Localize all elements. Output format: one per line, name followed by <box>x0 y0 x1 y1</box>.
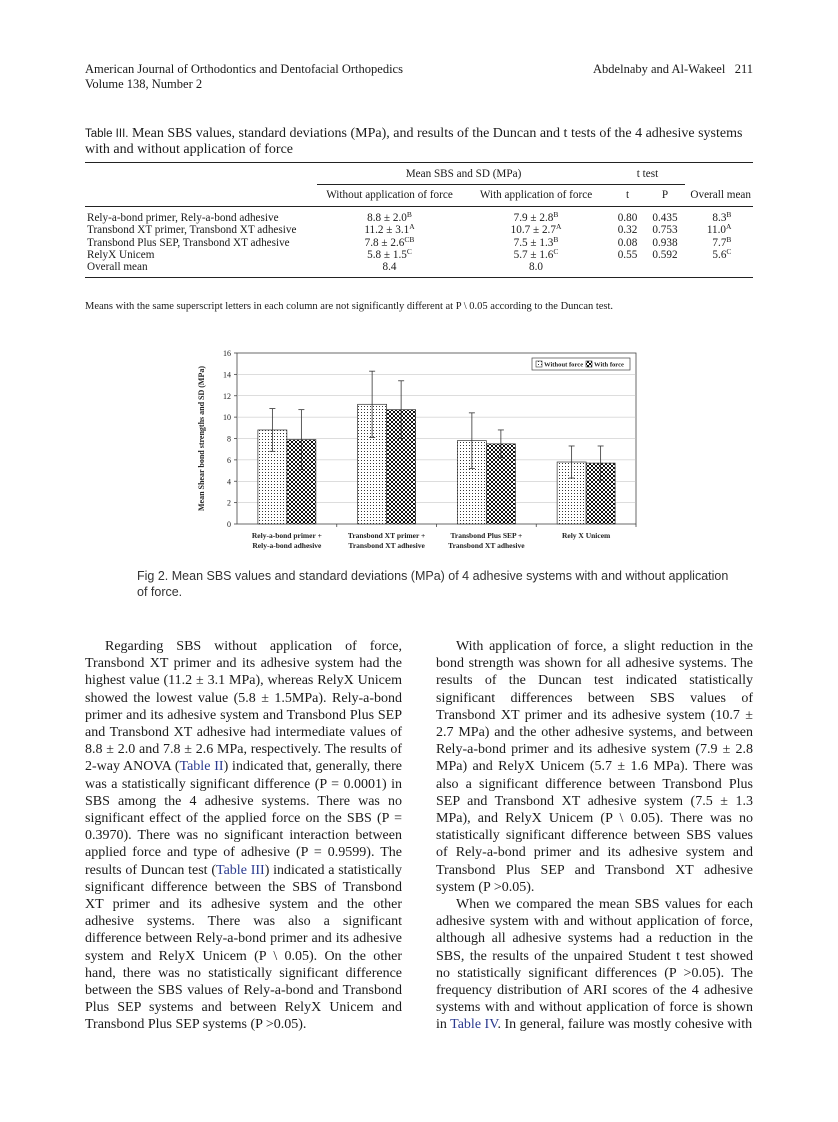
cell-with: 8.0 <box>462 261 610 277</box>
figure-caption-text: Mean SBS values and standard deviations (MPa) of 4 adhesive systems with and without application of force. <box>137 569 729 599</box>
group-header-mean: Mean SBS and SD (MPa) <box>317 163 610 185</box>
cell-overall: 5.6 <box>712 249 727 262</box>
paragraph: Regarding SBS without application of force, Transbond XT primer and its adhesive system had the highest value (11.2 ± 3.1 MPa), whereas RelyX Unicem showed the lowest value (5.8 ± 1.5MPa). Rely-a-bond primer and its adhesive system and Transbond Plus SEP and Transbond XT adhesive had intermediate values of 8.8 ± 2.0 and 7.8 ± 2.6 MPa, respectively. The results of 2-way ANOVA (Table II) indicated that, generally, there was a statistically significant difference (P = 0.0001) in SBS among the 4 adhesive systems. There was no significant effect of the applied force on the SBS (P = 0.3970). There was no significant interaction between applied force and type of adhesive (P = 0.9599). The results of Duncan test (Table III) indicated a statistically significant difference between the SBS of Transbond XT primer and its adhesive system and the other adhesive systems. There was also a significant difference between Rely-a-bond primer and its adhesive system and RelyX Unicem (P \ 0.05). On the other hand, there was no statistically significant difference between the SBS values of Rely-a-bond and Transbond Plus SEP systems and between RelyX Unicem and Transbond Plus SEP systems (P >0.05). <box>85 639 403 1033</box>
column-header: t <box>610 185 645 206</box>
cell-without: 8.8 ± 2.0 <box>367 211 407 224</box>
x-tick-label: Transbond XT adhesive <box>448 541 525 550</box>
figure-label: Fig 2. <box>137 569 169 583</box>
table-row-overall <box>85 261 753 277</box>
y-tick-label: 2 <box>227 498 231 508</box>
x-tick-label: Rely-a-bond adhesive <box>252 541 322 550</box>
cell-overall: 7.7 <box>712 236 727 249</box>
superscript: B <box>406 209 412 219</box>
journal-title: American Journal of Orthodontics and Dentofacial Orthopedics <box>85 62 403 76</box>
cell-p: 0.753 <box>652 224 678 237</box>
legend-label: With force <box>594 361 624 369</box>
x-tick-label: Rely X Unicem <box>561 531 611 540</box>
cell-with: 7.5 ± 1.3 <box>513 236 554 249</box>
row-label: RelyX Unicem <box>87 249 155 262</box>
superscript: B <box>726 234 732 244</box>
superscript: B <box>553 209 559 219</box>
figure <box>195 345 645 555</box>
column-header: Overall mean <box>685 185 753 206</box>
cell-overall: 11.0 <box>706 224 726 237</box>
x-tick-label: Rely-a-bond primer + <box>251 531 322 540</box>
table-reference-link[interactable]: Table II <box>179 759 224 775</box>
cell-with: 10.7 ± 2.7 <box>510 224 556 237</box>
row-label: Overall mean <box>85 261 317 277</box>
journal-info <box>85 62 403 92</box>
table-caption <box>85 126 753 158</box>
superscript: CB <box>404 234 415 244</box>
cell-t: 0.08 <box>617 236 638 249</box>
superscript: B <box>726 209 732 219</box>
legend-swatch <box>536 361 542 367</box>
cell-without: 7.8 ± 2.6 <box>364 236 405 249</box>
bar-chart <box>195 345 645 555</box>
cell-t: 0.32 <box>617 224 638 237</box>
cell-t: 0.80 <box>617 211 638 224</box>
cell-p: 0.435 <box>652 211 678 224</box>
superscript: A <box>726 222 732 232</box>
table-footnote: Means with the same superscript letters in each column are not significantly different at P \ 0.05 according to the Duncan test. <box>85 301 614 312</box>
x-tick-label: Transbond Plus SEP + <box>450 531 523 540</box>
superscript: C <box>406 247 412 257</box>
x-tick-label: Transbond XT primer + <box>347 531 426 540</box>
y-tick-label: 16 <box>223 349 231 358</box>
group-header-ttest: t test <box>610 163 685 185</box>
cell-without: 5.8 ± 1.5 <box>367 249 407 262</box>
cell-with: 5.7 ± 1.6 <box>513 249 554 262</box>
cell-without: 8.4 <box>317 261 462 277</box>
cell-p: 0.592 <box>652 249 678 262</box>
table-row <box>85 237 753 249</box>
cell-with: 7.9 ± 2.8 <box>513 211 554 224</box>
superscript: A <box>555 222 562 232</box>
table-row <box>85 206 753 224</box>
x-tick-label: Transbond XT adhesive <box>348 541 425 550</box>
cell-p: 0.938 <box>652 236 678 249</box>
y-tick-label: 14 <box>223 370 231 380</box>
table-row <box>85 249 753 261</box>
superscript: C <box>553 247 559 257</box>
legend-swatch <box>586 361 592 367</box>
y-tick-label: 8 <box>227 434 231 444</box>
row-label: Transbond XT primer, Transbond XT adhesive <box>87 224 297 237</box>
column-header: Without application of force <box>317 185 462 206</box>
page-number: 211 <box>734 62 753 76</box>
superscript: B <box>553 234 559 244</box>
table-reference-link[interactable]: Table IV <box>450 1017 498 1033</box>
cell-overall: 8.3 <box>712 211 727 224</box>
superscript: A <box>409 222 415 232</box>
y-tick-label: 4 <box>227 477 231 487</box>
row-label: Rely-a-bond primer, Rely-a-bond adhesive <box>87 211 279 224</box>
paragraph: With application of force, a slight reduction in the bond strength was shown for all adhesive systems. The results of the Duncan test indicated statistically significant differences between SBS values of Transbond XT primer and its adhesive system (10.7 ± 2.7 MPa) and the other adhesive systems, and between Rely-a-bond primer and its adhesive system (7.9 ± 2.8 MPa) and RelyX Unicem (5.7 ± 1.6 MPa). There was also a significant difference between Transbond Plus SEP and Transbond XT adhesive system (7.5 ± 1.3 MPa), and RelyX Unicem (P \ 0.05). There was no statistically significant difference between SBS values of Rely-a-bond primer and its adhesive system and Transbond Plus SEP and Transbond XT adhesive system (P >0.05). <box>436 639 753 895</box>
body-column-left <box>85 638 402 1034</box>
table-label: Table III. <box>85 128 129 140</box>
authors: Abdelnaby and Al-Wakeel <box>593 62 726 76</box>
row-label: Transbond Plus SEP, Transbond XT adhesive <box>87 236 290 249</box>
cell-t: 0.55 <box>617 249 638 262</box>
results-table <box>85 162 753 278</box>
table-reference-link[interactable]: Table III <box>216 862 265 878</box>
paragraph: When we compared the mean SBS values for each adhesive system with and without application of force, although all adhesive systems had a reduction in the SBS, the results of the unpaired Student t test showed no statistically significant differences (P >0.05). The frequency distribution of ARI scores of the 4 adhesive systems with and without application of force is shown in Table IV. In general, failure was mostly cohesive with <box>436 897 753 1033</box>
body-column-right <box>436 638 753 1034</box>
table-row <box>85 224 753 236</box>
y-axis-label: Mean Shear bond strengths and SD (MPa) <box>197 365 206 512</box>
cell-without: 11.2 ± 3.1 <box>364 224 410 237</box>
legend-label: Without force <box>544 361 584 369</box>
journal-volume: Volume 138, Number 2 <box>85 77 203 91</box>
page-info <box>593 62 753 77</box>
column-header: P <box>645 185 685 206</box>
figure-caption <box>137 568 737 600</box>
table-title: Mean SBS values, standard deviations (MPa), and results of the Duncan and t tests of the 4 adhesive systems with and without application of force <box>85 126 743 157</box>
column-header: With application of force <box>462 185 610 206</box>
y-tick-label: 0 <box>227 520 231 529</box>
superscript: C <box>726 247 732 257</box>
y-tick-label: 10 <box>223 413 231 423</box>
y-tick-label: 6 <box>227 455 231 465</box>
y-tick-label: 12 <box>223 391 231 401</box>
